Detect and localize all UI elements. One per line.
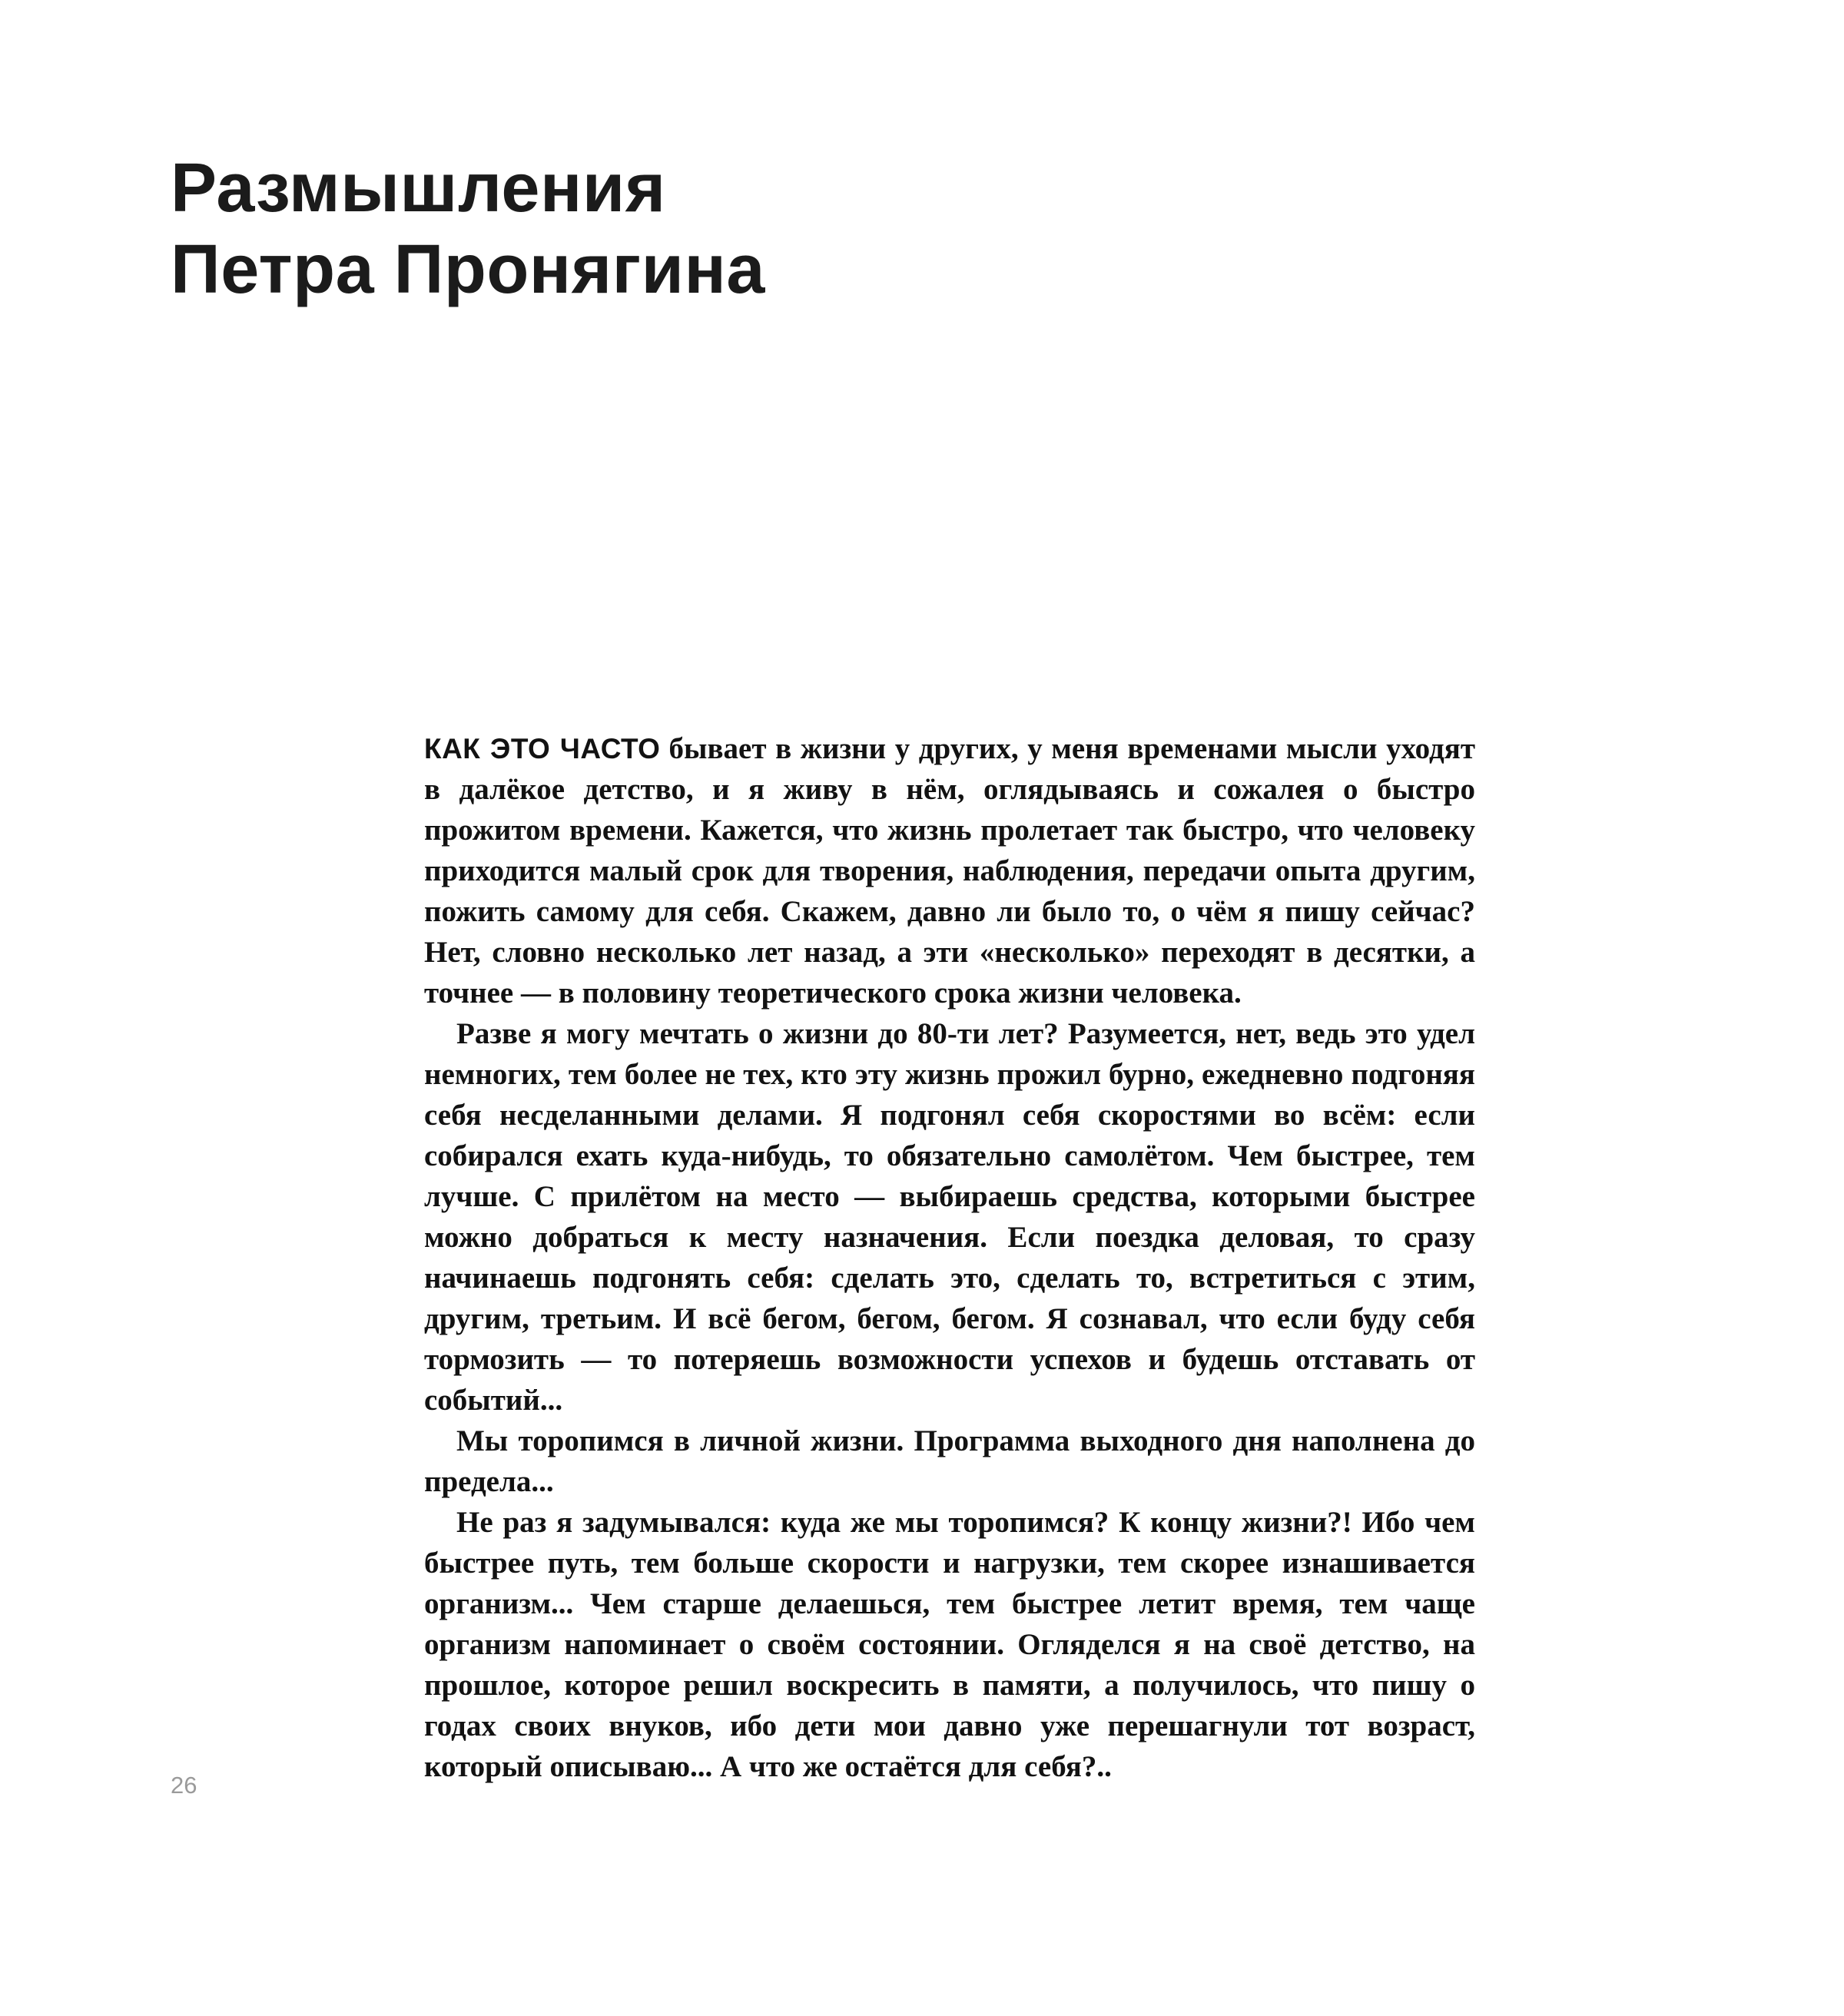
paragraph: Разве я могу мечтать о жизни до 80-ти лет? Разумеется, нет, ведь это удел немногих, тем более не тех, кто эту жизнь прожил бурно, ежедневно подгоняя себя несделанными делами. Я подгонял себя скоростями во всём: если собирался ехать куда-нибудь, то обязательно самолётом. Чем быстрее, тем лучше. С прилётом на место — выбираешь средства, которыми быстрее можно добраться к месту назначения. Если поездка деловая, то сразу начинаешь подгонять себя: сделать это, сделать то, встретиться с этим, другим, третьим. И всё бегом, бегом, бегом. Я сознавал, что если буду себя тормозить — то потеряешь возможности успехов и будешь отставать от событий... bbox=[424, 1017, 1475, 1417]
title-line-1: Размышления bbox=[171, 150, 666, 227]
page-number: 26 bbox=[171, 1772, 197, 1799]
lead-in-caps: КАК ЭТО ЧАСТО bbox=[424, 733, 661, 764]
page-title bbox=[171, 148, 765, 310]
paragraph-text: бывает в жизни у других, у меня временами мысли уходят в далёкое детство, и я живу в нём, оглядываясь и сожалея о быстро прожитом времени. Кажется, что жизнь пролетает так быстро, что человеку приходится малый срок для творения, наблюдения, передачи опыта другим, пожить самому для себя. Скажем, давно ли было то, о чём я пишу сейчас? Нет, словно несколько лет назад, а эти «несколько» переходят в десятки, а точнее — в половину теоретического срока жизни человека. bbox=[424, 732, 1475, 1010]
paragraph: Мы торопимся в личной жизни. Программа выходного дня наполнена до предела... bbox=[424, 1424, 1475, 1498]
article-body bbox=[424, 728, 1475, 1787]
title-line-2: Петра Пронягина bbox=[171, 231, 765, 309]
paragraph: Не раз я задумывался: куда же мы торопимся? К концу жизни?! Ибо чем быстрее путь, тем больше скорости и нагрузки, тем скорее изнашивается организм... Чем старше делаешься, тем быстрее летит время, тем чаще организм напоминает о своём состоянии. Огляделся я на своё детство, на прошлое, которое решил воскресить в памяти, а получилось, что пишу о годах своих внуков, ибо дети мои давно уже перешагнули тот возраст, который описываю... А что же остаётся для себя?.. bbox=[424, 1506, 1475, 1783]
paragraph bbox=[424, 728, 1475, 1013]
